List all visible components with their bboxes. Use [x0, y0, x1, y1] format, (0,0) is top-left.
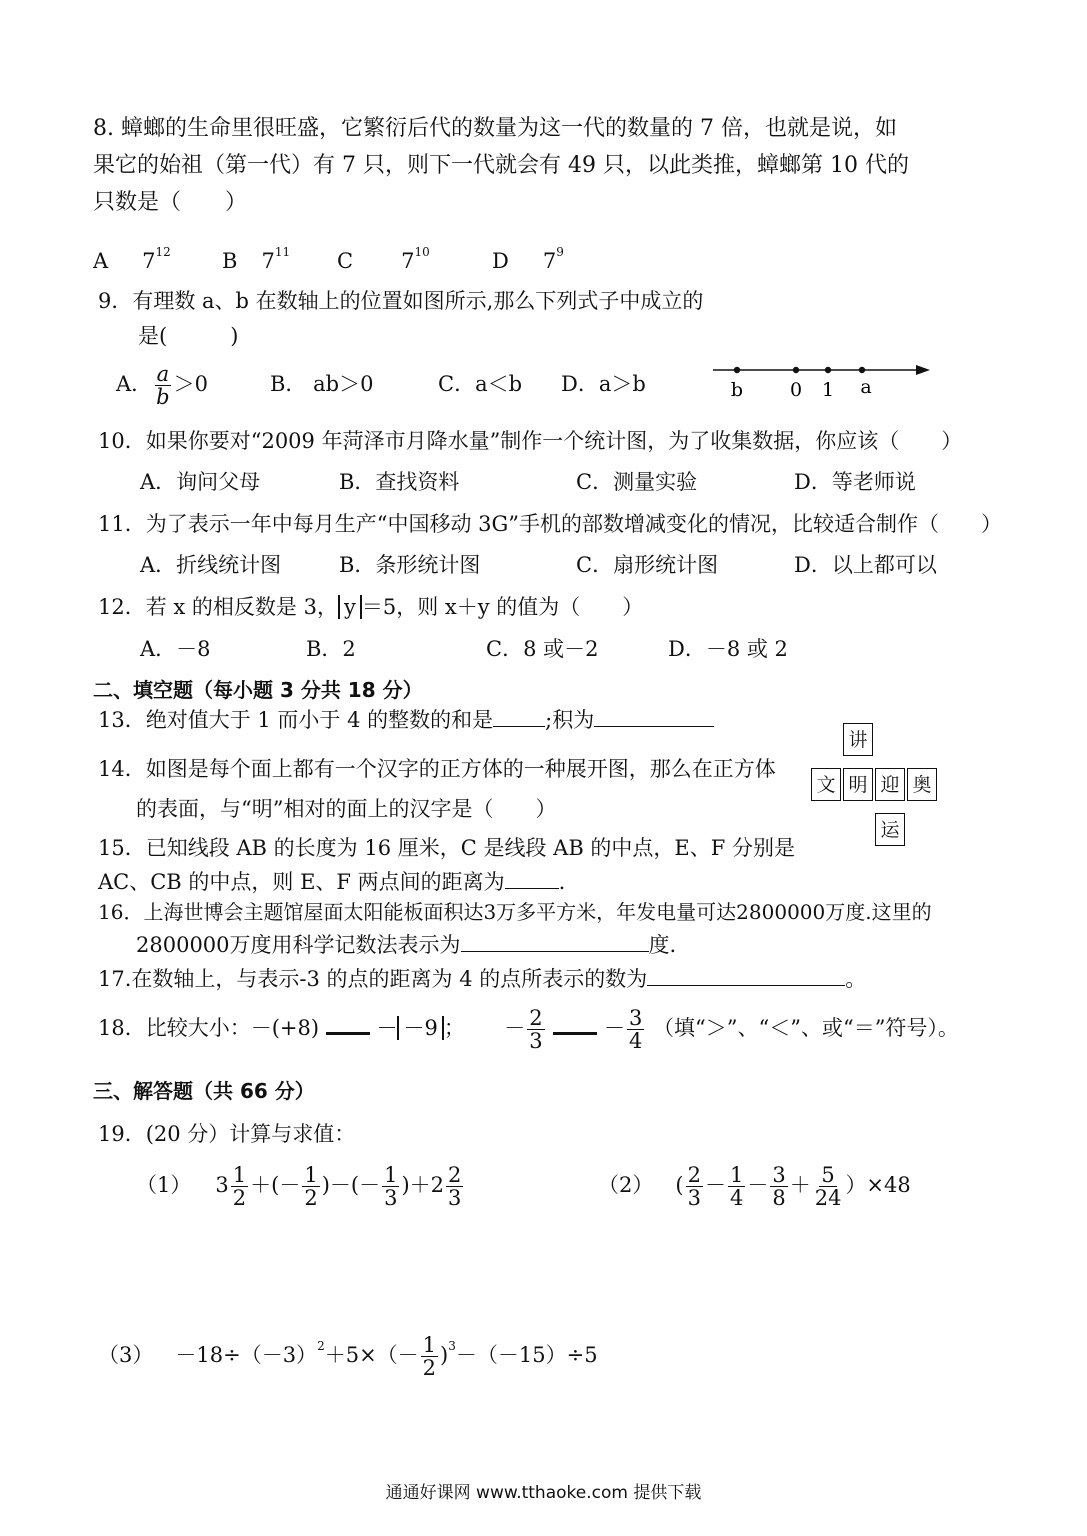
q15-line2: AC、CB 的中点，则 E、F 两点间的距离为 . [98, 870, 566, 894]
numberline-label-a: a [860, 376, 872, 398]
q13-blank-1 [493, 708, 545, 727]
q13-blank-2 [594, 708, 714, 727]
section3-heading: 三、解答题（共 66 分） [93, 1079, 315, 1103]
q9-option-d: D．a＞b [561, 372, 646, 396]
q16-blank [461, 933, 649, 952]
q10-stem: 10．如果你要对“2009 年菏泽市月降水量”制作一个统计图，为了收集数据，你应该（ ） [98, 429, 963, 453]
point-1 [825, 367, 831, 373]
q10-option-a: A．询问父母 [140, 470, 261, 494]
q13: 13．绝对值大于 1 而小于 4 的整数的和是 ;积为 [98, 706, 714, 734]
q12-stem: 12．若 x 的相反数是 3， y ＝5，则 x＋y 的值为（ ） [98, 595, 644, 619]
q18-blank-1 [326, 1016, 370, 1035]
q16-line1: 16．上海世博会主题馆屋面太阳能板面积达3万多平方米，年发电量可达2800000万度.这里的 [98, 900, 932, 924]
q17-blank [647, 967, 845, 986]
q19-part3: $(3) -18\div(-3)^2+5\times(-$ $\frac{1}{2}$ )$^3$－（－15）÷5 [98, 1333, 598, 1380]
point-a [859, 367, 865, 373]
q8-line3: 只数是（ ） [93, 190, 248, 215]
section2-heading: 二、填空题（每小题 3 分共 18 分） [93, 678, 423, 702]
point-b [734, 367, 740, 373]
q8-line1: 8. 蟑螂的生命里很旺盛，它繁衍后代的数量为这一代的数量的 7 倍，也就是说，如 [93, 116, 897, 141]
q9-number-line [710, 356, 935, 402]
q15-blank [505, 870, 559, 889]
q12-option-a: A．－8 [140, 637, 211, 661]
q10-option-d: D．等老师说 [794, 470, 916, 494]
cube-face-2: 明 [843, 768, 873, 801]
cube-face-1: 文 [811, 768, 841, 801]
q18: 18．比较大小：－(+8) － －9 ； － $\frac{2}{3}$ － $\frac{3}{4}$ （填“＞”、“＜”、或“＝”符号）。 [98, 1006, 959, 1053]
q19-part1: （1） 3 $\frac{1}{2}$ ＋(－ $\frac{1}{2}$ )－(－ $\frac{1}{3}$ )＋2 $\frac{2}{3}$ [136, 1163, 462, 1210]
q11-option-d: D．以上都可以 [794, 553, 937, 577]
q8-option-a: A $7^{12}$ [93, 245, 171, 273]
numberline-label-b: b [730, 379, 744, 401]
q19-stem: 19．(20 分）计算与求值： [98, 1122, 356, 1146]
q16-line2: 2800000万度用科学记数法表示为 度. [136, 933, 677, 957]
q10-option-b: B．查找资料 [339, 470, 460, 494]
q12-option-d: D．－8 或 2 [668, 637, 788, 661]
q8-option-d: D $7^9$ [492, 245, 564, 273]
abs-y: y [338, 595, 362, 619]
q9-option-b: B． ab＞0 [270, 372, 374, 396]
q14-line1: 14．如图是每个面上都有一个汉字的正方体的一种展开图，那么在正方体 [98, 757, 776, 781]
q10-option-c: C．测量实验 [576, 470, 698, 494]
q19-part2: （2） ( $\frac{2}{3}$ － $\frac{1}{4}$ － $\frac{3}{8}$ ＋ $\frac{5}{24}$ ）×48 [598, 1163, 911, 1210]
q15-line1: 15．已知线段 AB 的长度为 16 厘米，C 是线段 AB 的中点，E、F 分别是 [98, 836, 796, 860]
footer-source: 通通好课网 www.tthaoke.com 提供下载 [385, 1483, 702, 1503]
q11-stem: 11．为了表示一年中每月生产“中国移动 3G”手机的部数增减变化的情况，比较适合制作（ ） [98, 512, 1003, 536]
q9-line1: 9．有理数 a、b 在数轴上的位置如图所示,那么下列式子中成立的 [98, 289, 704, 313]
q8-option-b: B $7^{11}$ [222, 245, 291, 273]
q9-option-c: C．a＜b [438, 372, 523, 396]
q9-option-a: A． $\frac{a}{b}$ ＞0 [116, 362, 208, 409]
numberline-label-0: 0 [789, 379, 803, 401]
numberline-label-1: 1 [821, 379, 835, 401]
q11-option-a: A．折线统计图 [140, 553, 282, 577]
cube-face-3: 迎 [875, 768, 905, 801]
q14-line2: 的表面，与“明”相对的面上的汉字是（ ） [136, 797, 557, 821]
cube-face-4: 奥 [907, 768, 937, 801]
q12-option-b: B．2 [306, 637, 356, 661]
q12-option-c: C．8 或－2 [486, 637, 599, 661]
q9-line2: 是( ) [138, 324, 239, 348]
q11-option-c: C．扇形统计图 [576, 553, 719, 577]
q8-option-c: C $7^{10}$ [337, 245, 430, 273]
point-0 [793, 367, 799, 373]
q8-line2: 果它的始祖（第一代）有 7 只，则下一代就会有 49 只，以此类推，蟑螂第 10 代的 [93, 153, 909, 178]
q11-option-b: B．条形统计图 [339, 553, 481, 577]
q18-blank-2 [553, 1016, 597, 1035]
cube-face-top: 讲 [843, 723, 873, 756]
cube-face-bottom: 运 [875, 813, 905, 846]
q17: 17.在数轴上，与表示-3 的点的距离为 4 的点所表示的数为 。 [98, 967, 867, 991]
